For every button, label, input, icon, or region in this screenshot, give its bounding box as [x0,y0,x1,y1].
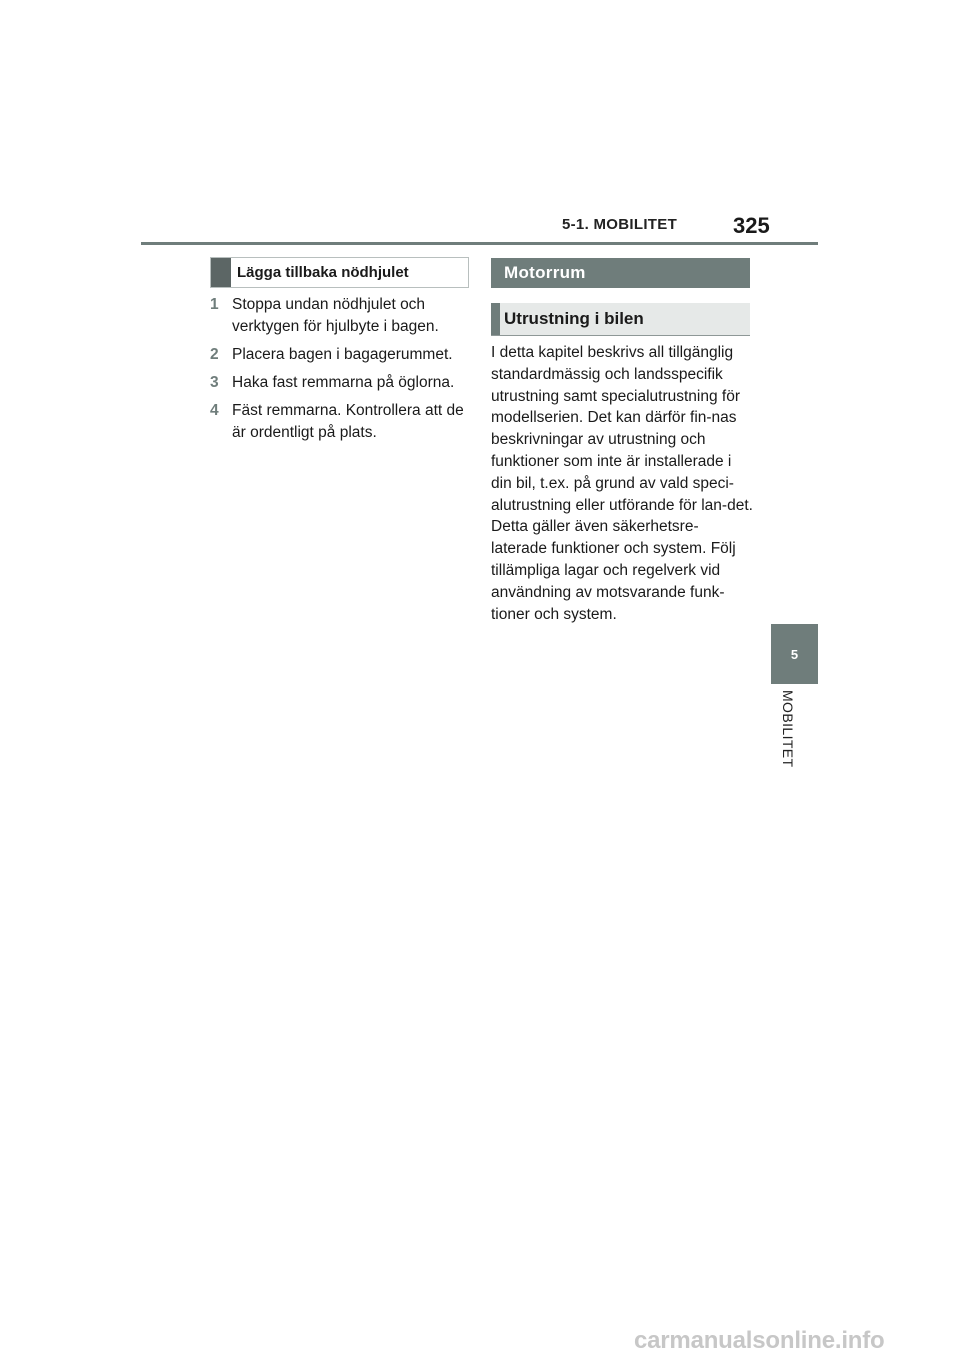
left-subheading [210,257,469,288]
step-text: Stoppa undan nödhjulet och verktygen för hjulbyte i bagen. [232,296,439,335]
step-number: 3 [210,374,219,391]
list-item [210,294,472,338]
chapter-tab-number: 5 [790,646,799,662]
running-header-section: 5-1. MOBILITET [562,216,678,233]
step-text: Fäst remmarna. Kontrollera att de är ordentligt på plats. [232,402,464,441]
body-paragraph: I detta kapitel beskrivs all tillgänglig standardmässig och landsspecifik utrustning samt specialutrustning för modellserien. Det kan därför fin-nas beskrivningar av utrustning och funktioner som inte är installerade i din bil, t.ex. på grund av vald speci-alutrustning eller utförande för lan-det. Detta gäller även säkerhetsre-laterade funktioner och system. Följ tillämpliga lagar och regelverk vid användning av motsvarande funk-tioner och system. [491,344,753,623]
left-subheading-text: Lägga tillbaka nödhjulet [237,264,409,281]
chapter-tab-label: MOBILITET [780,690,796,768]
chapter-tab[interactable] [771,624,818,684]
header-divider [141,242,818,245]
page-number: 325 [733,213,770,238]
step-list [210,294,472,450]
list-item [210,400,472,444]
list-item [210,372,472,394]
step-number: 2 [210,346,219,363]
right-subheading [491,303,750,336]
step-text: Placera bagen i bagagerummet. [232,346,453,363]
right-subheading-text: Utrustning i bilen [504,309,644,328]
step-number: 4 [210,402,219,419]
step-text: Haka fast remmarna på öglorna. [232,374,455,391]
section-heading-text: Motorrum [504,263,586,282]
section-heading [491,258,750,288]
watermark: carmanualsonline.info [634,1327,885,1354]
step-number: 1 [210,296,219,313]
list-item [210,344,472,366]
